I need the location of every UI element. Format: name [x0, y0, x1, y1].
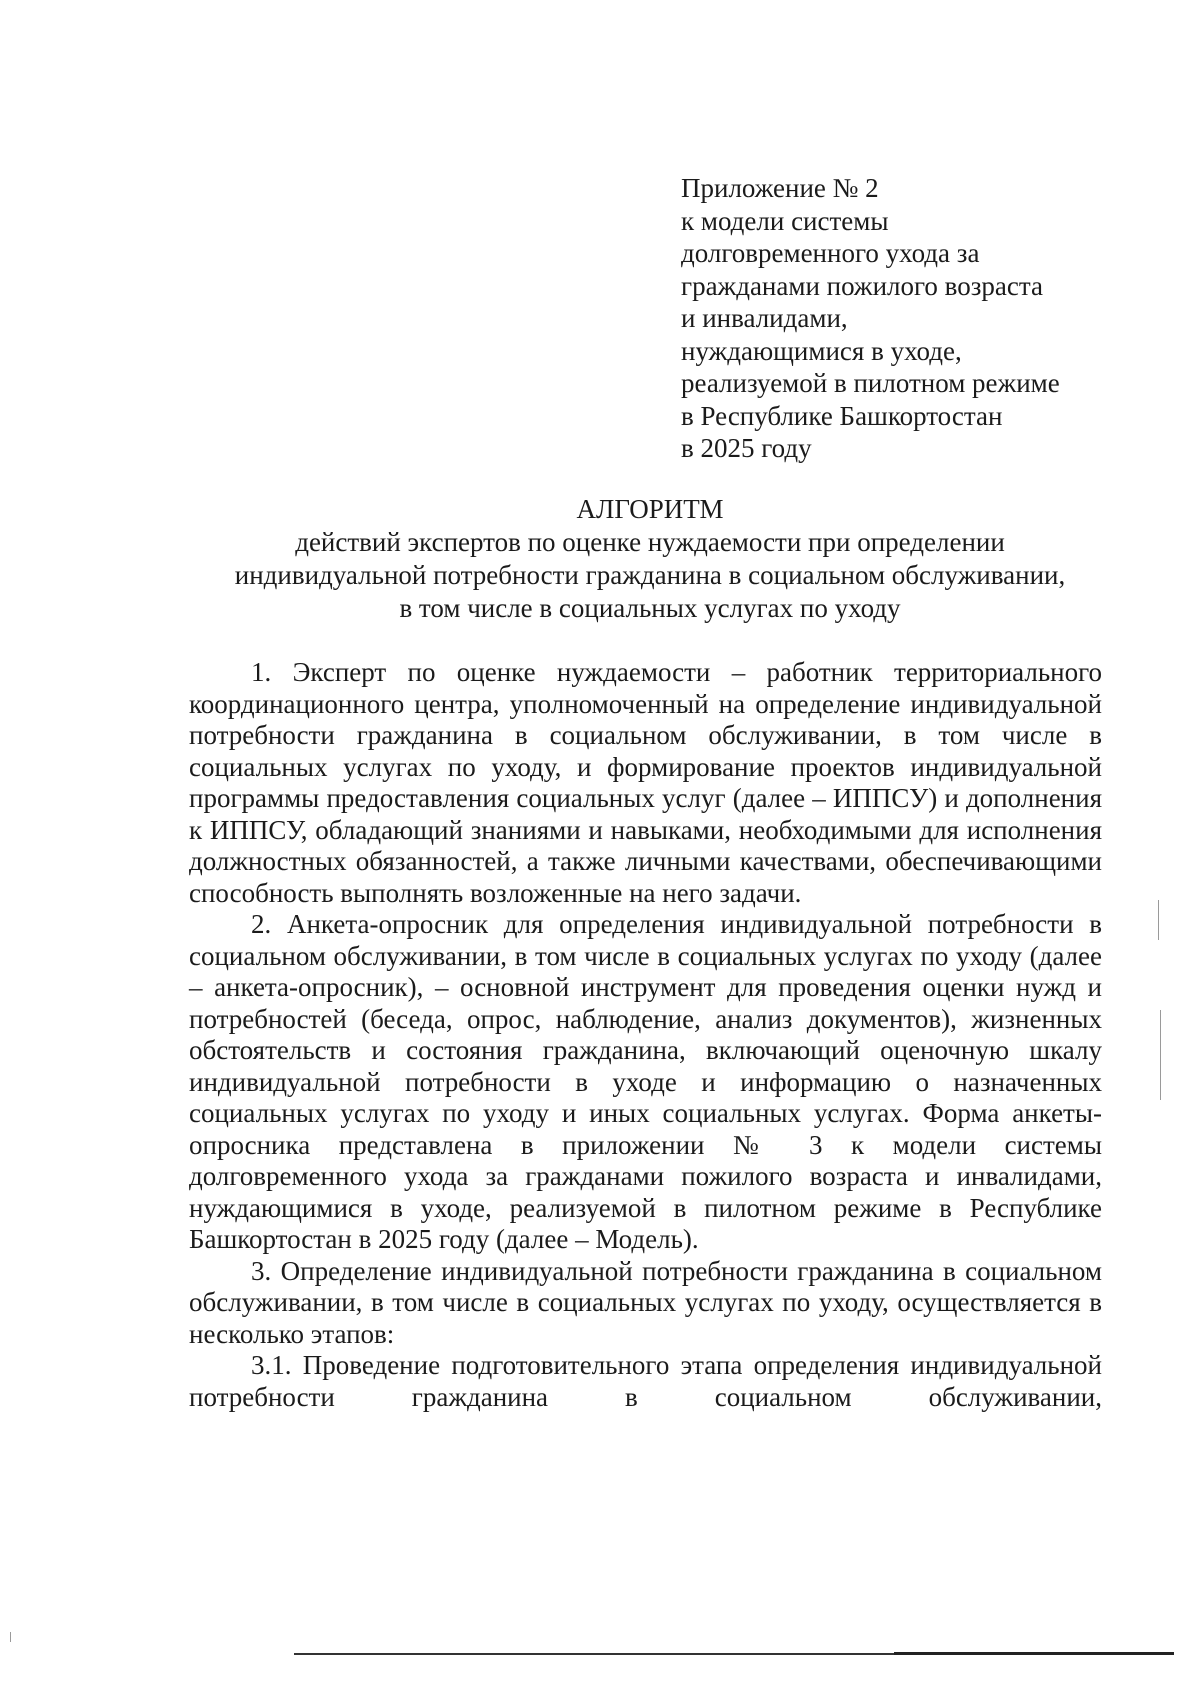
appendix-line: в 2025 году: [681, 433, 812, 463]
appendix-line: и инвалидами,: [681, 303, 848, 333]
document-subtitle-line: в том числе в социальных услугах по уходу: [399, 593, 901, 623]
appendix-line: к модели системы: [681, 205, 889, 236]
document-subtitle-line: индивидуальной потребности гражданина в социальном обслуживании,: [234, 560, 1066, 590]
paragraph-3-1: 3.1. Проведение подготовительного этапа определения индивидуальной потребности гражданина в социальном обслуживании,: [189, 1350, 1102, 1412]
paragraph-3: 3. Определение индивидуальной потребности гражданина в социальном обслуживании, в том числе в социальных услугах по уходу, осуществляется в несколько этапов:: [189, 1255, 1102, 1349]
appendix-line: в Республике Башкортостан: [681, 400, 1003, 431]
appendix-line: реализуемой в пилотном режиме: [681, 368, 1060, 398]
scan-artifact: [1158, 900, 1159, 940]
document-subtitle-line: действий экспертов по оценке нуждаемости при определении: [295, 527, 1005, 557]
appendix-line: нуждающимися в уходе,: [681, 335, 962, 366]
appendix-line: Приложение № 2: [681, 173, 879, 203]
document-title: АЛГОРИТМ: [576, 494, 724, 524]
scan-artifact: [10, 1632, 11, 1642]
appendix-line: долговременного ухода за: [681, 238, 980, 268]
document-body: [189, 657, 1102, 1413]
page-bottom-rule: [294, 1653, 1174, 1655]
paragraph-1: 1. Эксперт по оценке нуждаемости – работник территориального координационного центра, уполномоченный на определение индивидуальной потребности гражданина в социальном обслуживании, в том числе в социальных услугах по уходу, и формирование проектов индивидуальной программы предоставления социальных услуг (далее – ИППСУ) и дополнения к ИППСУ, обладающий знаниями и навыками, необходимыми для исполнения должностных обязанностей, а также личными качествами, обеспечивающими способность выполнять возложенные на него задачи.: [189, 657, 1102, 908]
document-heading: [150, 493, 1150, 625]
appendix-line: гражданами пожилого возраста: [681, 270, 1043, 301]
appendix-header: [681, 172, 1060, 465]
paragraph-2: 2. Анкета-опросник для определения индивидуальной потребности в социальном обслуживании, в том числе в социальных услугах по уходу (далее – анкета-опросник), – основной инструмент для проведения оценки нужд и потребностей (беседа, опрос, наблюдение, анализ документов), жизненных обстоятельств и состояния гражданина, включающий оценочную шкалу индивидуальной потребности в уходе и информацию о назначенных социальных услугах по уходу и иных социальных услугах. Форма анкеты-опросника представлена в приложении № 3 к модели системы долговременного ухода за гражданами пожилого возраста и инвалидами, нуждающимися в уходе, реализуемой в пилотном режиме в Республике Башкортостан в 2025 году (далее – Модель).: [189, 909, 1102, 1254]
scan-artifact: [1160, 1010, 1161, 1100]
